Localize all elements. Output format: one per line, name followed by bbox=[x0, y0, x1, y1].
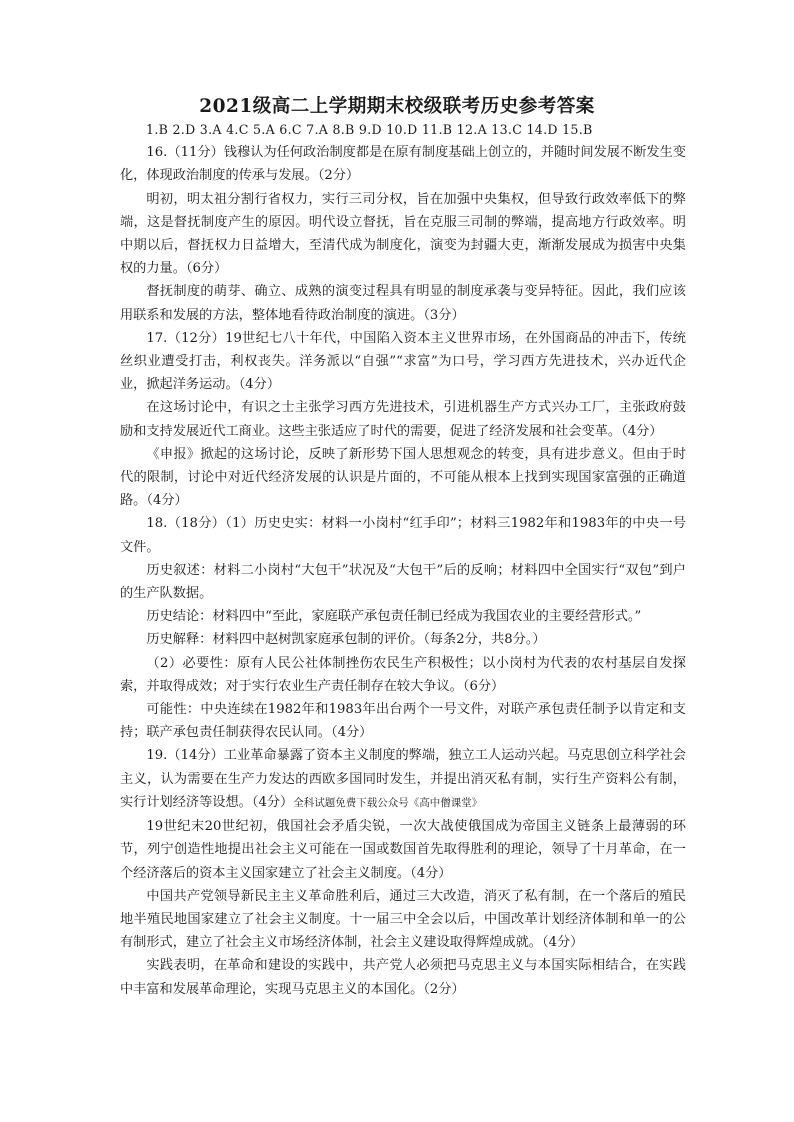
q19-paragraph-3: 中国共产党领导新民主主义革命胜利后，通过三大改造，消灭了私有制，在一个落后的殖民地半殖民地国家建立了社会主义制度。十一届三中全会以后，中国改革计划经济体制和单一的公有制形式，建立了社会主义市场经济体制，社会主义建设取得辉煌成就。（4分） bbox=[120, 888, 686, 951]
q18-paragraph-5: （2）必要性：原有人民公社体制挫伤农民生产积极性；以小岗村为代表的农村基层自发探索，并取得成效；对于实行农业生产责任制存在较大争议。（6分） bbox=[120, 655, 686, 694]
q16-paragraph-1: 16.（11分）钱穆认为任何政治制度都是在原有制度基础上创立的，并随时间发展不断发生变化，体现政治制度的传承与发展。（2分） bbox=[120, 145, 686, 184]
q19-paragraph-1 bbox=[120, 744, 686, 815]
q18-paragraph-4: 历史解释：材料四中赵树凯家庭承包制的评价。（每条2分，共8分。） bbox=[146, 632, 546, 648]
q19-paragraph-4: 实践表明，在革命和建设的实践中，共产党人必须把马克思主义与本国实际相结合，在实践中丰富和发展革命理论，实现马克思主义的本国化。（2分） bbox=[120, 958, 686, 997]
q18-paragraph-6: 可能性：中央连续在1982年和1983年出台两个一号文件，对联产承包责任制予以肯定和支持；联产承包责任制获得农民认同。（4分） bbox=[120, 702, 686, 741]
q18-paragraph-3: 历史结论：材料四中“至此，家庭联产承包责任制已经成为我国农业的主要经营形式。” bbox=[146, 609, 642, 625]
document-body bbox=[120, 118, 686, 1001]
download-note: 全科试题免费下载公众号《高中僧课堂》 bbox=[293, 796, 483, 809]
q17-paragraph-2: 在这场讨论中，有识之士主张学习西方先进技术，引进机器生产方式兴办工厂，主张政府鼓励和支持发展近代工商业。这些主张适应了时代的需要，促进了经济发展和社会变革。（4分） bbox=[120, 400, 686, 439]
multiple-choice-answers: 1.B 2.D 3.A 4.C 5.A 6.C 7.A 8.B 9.D 10.D 11.B 12.A 13.C 14.D 15.B bbox=[146, 122, 593, 137]
q16-paragraph-3: 督抚制度的萌芽、确立、成熟的演变过程具有明显的制度承袭与变异特征。因此，我们应该用联系和发展的方法，整体地看待政治制度的演进。（3分） bbox=[120, 284, 686, 323]
q17-paragraph-1: 17.（12分）19世纪七八十年代，中国陷入资本主义世界市场，在外国商品的冲击下，传统丝织业遭受打击，利权丧失。洋务派以“自强”“求富”为口号，学习西方先进技术，兴办近代企业，掀起洋务运动。（4分） bbox=[120, 330, 686, 393]
q18-paragraph-2: 历史叙述：材料二小岗村“大包干”状况及“大包干”后的反响；材料四中全国实行“双包”到户的生产队数据。 bbox=[120, 562, 686, 602]
document-title: 2021级高二上学期期末校级联考历史参考答案 bbox=[199, 96, 595, 117]
q19-paragraph-2: 19世纪末20世纪初，俄国社会矛盾尖锐，一次大战使俄国成为帝国主义链条上最薄弱的环节，列宁创造性地提出社会主义可能在一国或数国首先取得胜利的理论，领导了十月革命，在一个经济落后的资本主义国家建立了社会主义制度。（4分） bbox=[120, 819, 686, 881]
q18-paragraph-1: 18.（18分）（1）历史史实：材料一小岗村“红手印”；材料三1982年和1983年的中央一号文件。 bbox=[120, 516, 686, 555]
q19-paragraph-1-text: 19.（14分）工业革命暴露了资本主义制度的弊端，独立工人运动兴起。马克思创立科学社会主义，认为需要在生产力发达的西欧多国同时发生，并提出消灭私有制，实行生产资料公有制，实行计划经济等设想。（4分） bbox=[120, 748, 686, 810]
q16-paragraph-2: 明初，明太祖分割行省权力，实行三司分权，旨在加强中央集权，但导致行政效率低下的弊端，这是督抚制度产生的原因。明代设立督抚，旨在克服三司制的弊端，提高地方行政效率。明中期以后，督抚权力日益增大，至清代成为制度化，演变为封疆大吏，渐渐发展成为损害中央集权的力量。（6分） bbox=[120, 191, 686, 277]
q17-paragraph-3: 《申报》掀起的这场讨论，反映了新形势下国人思想观念的转变，具有进步意义。但由于时代的限制，讨论中对近代经济发展的认识是片面的，不可能从根本上找到实现国家富强的正确道路。（4分） bbox=[120, 446, 686, 509]
